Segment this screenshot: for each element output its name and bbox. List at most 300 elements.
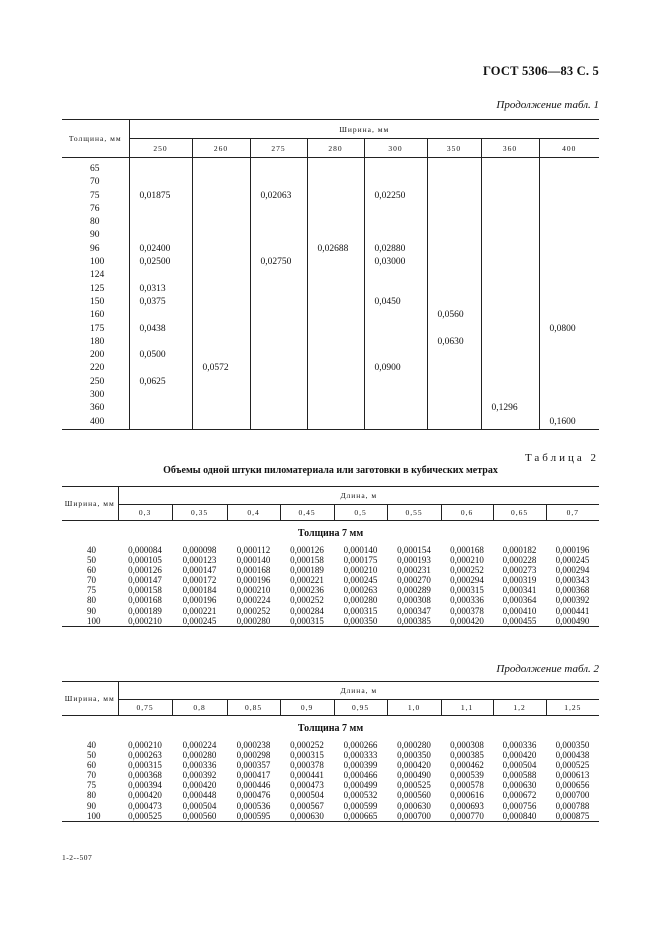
value-cell xyxy=(307,256,364,269)
value-cell: 0,0800 xyxy=(539,323,599,336)
table-row xyxy=(62,376,599,389)
value-cell xyxy=(307,336,364,349)
value-cell: 0,000210 xyxy=(118,616,172,627)
value-cell: 0,000154 xyxy=(397,545,431,555)
value-cell xyxy=(192,402,250,415)
value-cell: 0,000368 xyxy=(555,585,590,596)
value-cell xyxy=(481,362,539,375)
value-cell: 0,000289 xyxy=(397,585,431,596)
table-row xyxy=(62,349,599,362)
footer-code: 1-2--507 xyxy=(62,853,93,862)
value-cell: 0,000350 xyxy=(397,750,431,761)
width-cell: 75 xyxy=(87,585,96,596)
value-cell xyxy=(539,376,599,389)
value-cell xyxy=(192,309,250,322)
value-cell: 0,01875 xyxy=(129,190,192,203)
value-cell xyxy=(250,416,307,430)
value-cell xyxy=(129,163,192,176)
value-cell xyxy=(427,376,481,389)
value-cell xyxy=(307,402,364,415)
width-cell: 50 xyxy=(87,750,96,761)
value-cell: 0,000532 xyxy=(343,790,378,801)
value-cell xyxy=(192,216,250,229)
value-cell xyxy=(427,176,481,189)
thickness-cell: 76 xyxy=(90,203,100,214)
value-cell: 0,000280 xyxy=(343,595,378,606)
value-cell: 0,000417 xyxy=(236,770,271,781)
table-row xyxy=(62,402,599,415)
value-cell: 0,000525 xyxy=(397,780,431,791)
value-cell xyxy=(307,296,364,309)
value-cell xyxy=(307,376,364,389)
width-cell: 90 xyxy=(87,605,96,616)
column-header: 300 xyxy=(364,139,427,158)
thickness-cell: 70 xyxy=(90,177,100,188)
value-cell: 0,02688 xyxy=(307,243,364,256)
value-cell: 0,000347 xyxy=(397,605,431,616)
value-cell: 0,000466 xyxy=(343,770,378,781)
table-row xyxy=(62,780,599,790)
column-header: 0,9 xyxy=(280,700,334,716)
column-header: 0,8 xyxy=(172,700,227,716)
value-cell: 0,000410 xyxy=(502,605,537,616)
table3 xyxy=(62,681,599,822)
value-cell xyxy=(427,203,481,216)
value-cell: 0,000158 xyxy=(128,585,162,596)
column-header: 400 xyxy=(539,139,599,158)
thickness-cell: 220 xyxy=(90,363,105,374)
table-row xyxy=(62,229,599,242)
value-cell xyxy=(539,216,599,229)
value-cell xyxy=(427,190,481,203)
value-cell xyxy=(427,269,481,282)
value-cell xyxy=(192,376,250,389)
width-cell: 40 xyxy=(87,545,96,555)
table-row xyxy=(62,243,599,256)
value-cell xyxy=(250,349,307,362)
value-cell: 0,000504 xyxy=(502,760,537,771)
value-cell xyxy=(481,163,539,176)
value-cell: 0,000599 xyxy=(343,800,378,811)
table-row xyxy=(62,362,599,375)
table2-label: Таблица 2 xyxy=(524,452,599,464)
width-cell: 40 xyxy=(87,740,96,750)
value-cell xyxy=(364,376,427,389)
value-cell xyxy=(307,362,364,375)
value-cell xyxy=(250,243,307,256)
value-cell: 0,000378 xyxy=(290,760,324,771)
value-cell xyxy=(250,402,307,415)
value-cell xyxy=(481,269,539,282)
value-cell xyxy=(539,269,599,282)
table2-group-header: Длина, м xyxy=(118,487,599,505)
table3-group-header: Длина, м xyxy=(118,682,599,700)
value-cell: 0,000756 xyxy=(502,800,537,811)
column-header: 0,75 xyxy=(118,700,172,716)
value-cell xyxy=(129,402,192,415)
thickness-cell: 80 xyxy=(90,217,100,228)
value-cell: 0,000693 xyxy=(450,800,484,811)
value-cell xyxy=(129,362,192,375)
value-cell xyxy=(307,416,364,430)
value-cell: 0,000420 xyxy=(397,760,431,771)
value-cell: 0,000350 xyxy=(555,740,590,750)
table1-group-header: Ширина, мм xyxy=(129,120,599,139)
value-cell xyxy=(364,416,427,430)
value-cell: 0,000770 xyxy=(441,811,493,822)
value-cell xyxy=(250,362,307,375)
value-cell xyxy=(539,309,599,322)
value-cell xyxy=(364,216,427,229)
value-cell: 0,000499 xyxy=(343,780,378,791)
value-cell xyxy=(539,256,599,269)
value-cell: 0,000245 xyxy=(172,616,227,627)
value-cell xyxy=(307,163,364,176)
table1-row-header: Толщина, мм xyxy=(62,120,129,158)
value-cell xyxy=(129,309,192,322)
width-cell: 90 xyxy=(87,800,96,811)
value-cell: 0,000245 xyxy=(343,575,378,586)
width-cell: 50 xyxy=(87,555,96,566)
value-cell: 0,000184 xyxy=(182,585,217,596)
value-cell: 0,02250 xyxy=(364,190,427,203)
column-header: 250 xyxy=(129,139,192,158)
value-cell xyxy=(481,389,539,402)
value-cell: 0,0500 xyxy=(129,349,192,362)
value-cell: 0,1296 xyxy=(481,402,539,415)
value-cell: 0,000168 xyxy=(450,545,484,555)
value-cell xyxy=(364,203,427,216)
value-cell: 0,000140 xyxy=(343,545,378,555)
value-cell: 0,000210 xyxy=(128,740,162,750)
value-cell xyxy=(481,376,539,389)
value-cell xyxy=(129,269,192,282)
table-row xyxy=(62,770,599,780)
table2-title: Объемы одной штуки пиломатериала или заготовки в кубических метрах xyxy=(163,465,498,476)
value-cell: 0,000270 xyxy=(397,575,431,586)
value-cell xyxy=(364,389,427,402)
column-header: 0,95 xyxy=(334,700,387,716)
value-cell: 0,000567 xyxy=(290,800,324,811)
value-cell: 0,000126 xyxy=(290,545,324,555)
value-cell: 0,000630 xyxy=(502,780,537,791)
value-cell xyxy=(192,163,250,176)
table-row xyxy=(62,760,599,770)
value-cell: 0,000357 xyxy=(236,760,271,771)
value-cell: 0,000266 xyxy=(343,740,378,750)
value-cell xyxy=(192,336,250,349)
value-cell xyxy=(427,163,481,176)
value-cell: 0,000504 xyxy=(182,800,217,811)
value-cell xyxy=(481,216,539,229)
value-cell: 0,000123 xyxy=(182,555,217,566)
value-cell: 0,000273 xyxy=(502,565,537,576)
column-header: 350 xyxy=(427,139,481,158)
value-cell: 0,000231 xyxy=(397,565,431,576)
table-row xyxy=(62,283,599,296)
value-cell: 0,000473 xyxy=(290,780,324,791)
table-row xyxy=(62,296,599,309)
value-cell: 0,000126 xyxy=(128,565,162,576)
value-cell xyxy=(250,323,307,336)
table-row xyxy=(62,555,599,565)
value-cell: 0,000560 xyxy=(172,811,227,822)
value-cell: 0,000236 xyxy=(290,585,324,596)
value-cell: 0,000462 xyxy=(450,760,484,771)
value-cell xyxy=(364,269,427,282)
table-row xyxy=(62,740,599,750)
value-cell xyxy=(539,229,599,242)
value-cell xyxy=(250,229,307,242)
value-cell: 0,000284 xyxy=(290,605,324,616)
value-cell xyxy=(129,416,192,430)
column-header: 275 xyxy=(250,139,307,158)
thickness-cell: 360 xyxy=(90,403,105,414)
value-cell xyxy=(307,389,364,402)
table-row xyxy=(62,256,599,269)
value-cell xyxy=(539,176,599,189)
value-cell: 0,0450 xyxy=(364,296,427,309)
value-cell: 0,000525 xyxy=(555,760,590,771)
value-cell xyxy=(364,323,427,336)
value-cell: 0,000319 xyxy=(502,575,537,586)
value-cell xyxy=(539,203,599,216)
column-header: 0,65 xyxy=(493,505,546,521)
value-cell: 0,000441 xyxy=(555,605,590,616)
table-row xyxy=(62,545,599,555)
column-header: 280 xyxy=(307,139,364,158)
table-row xyxy=(62,176,599,189)
value-cell xyxy=(539,389,599,402)
value-cell: 0,000280 xyxy=(227,616,280,627)
table3-continuation: Продолжение табл. 2 xyxy=(496,663,599,675)
value-cell xyxy=(427,323,481,336)
thickness-cell: 124 xyxy=(90,270,105,281)
table-row xyxy=(62,606,599,616)
value-cell: 0,000473 xyxy=(128,800,162,811)
value-cell xyxy=(427,362,481,375)
value-cell: 0,000336 xyxy=(502,740,537,750)
value-cell: 0,0625 xyxy=(129,376,192,389)
value-cell xyxy=(364,309,427,322)
value-cell: 0,000168 xyxy=(128,595,162,606)
value-cell xyxy=(192,389,250,402)
value-cell: 0,000378 xyxy=(450,605,484,616)
value-cell: 0,000438 xyxy=(555,750,590,761)
value-cell: 0,000441 xyxy=(290,770,324,781)
value-cell: 0,000490 xyxy=(397,770,431,781)
value-cell: 0,000196 xyxy=(236,575,271,586)
value-cell: 0,000112 xyxy=(236,545,271,555)
value-cell: 0,000560 xyxy=(397,790,431,801)
width-cell: 70 xyxy=(87,770,96,781)
value-cell: 0,000224 xyxy=(182,740,217,750)
value-cell xyxy=(539,243,599,256)
table-row xyxy=(62,190,599,203)
value-cell: 0,000455 xyxy=(493,616,546,627)
table-row xyxy=(62,565,599,575)
value-cell: 0,000182 xyxy=(502,545,537,555)
value-cell xyxy=(307,190,364,203)
table3-row-header: Ширина, мм xyxy=(62,682,118,716)
value-cell: 0,000224 xyxy=(236,595,271,606)
value-cell: 0,000616 xyxy=(450,790,484,801)
value-cell: 0,000336 xyxy=(450,595,484,606)
value-cell: 0,000490 xyxy=(546,616,599,627)
value-cell: 0,000630 xyxy=(397,800,431,811)
value-cell: 0,000613 xyxy=(555,770,590,781)
thickness-cell: 180 xyxy=(90,336,105,347)
value-cell xyxy=(481,243,539,256)
value-cell: 0,000368 xyxy=(128,770,162,781)
thickness-cell: 400 xyxy=(62,416,129,430)
column-header: 1,1 xyxy=(441,700,493,716)
value-cell xyxy=(192,243,250,256)
value-cell: 0,000394 xyxy=(128,780,162,791)
value-cell xyxy=(539,283,599,296)
value-cell: 0,000630 xyxy=(280,811,334,822)
value-cell: 0,000448 xyxy=(182,790,217,801)
value-cell xyxy=(481,176,539,189)
value-cell: 0,0375 xyxy=(129,296,192,309)
value-cell xyxy=(192,176,250,189)
value-cell xyxy=(192,269,250,282)
thickness-cell: 75 xyxy=(90,190,100,201)
value-cell xyxy=(427,229,481,242)
value-cell: 0,0900 xyxy=(364,362,427,375)
value-cell xyxy=(427,216,481,229)
table2-section: Толщина 7 мм xyxy=(297,527,364,539)
value-cell xyxy=(307,176,364,189)
value-cell xyxy=(129,176,192,189)
value-cell: 0,000446 xyxy=(236,780,271,791)
table-row xyxy=(62,801,599,811)
column-header: 0,35 xyxy=(172,505,227,521)
width-cell: 100 xyxy=(62,616,118,627)
value-cell: 0,000385 xyxy=(387,616,441,627)
value-cell: 0,000315 xyxy=(280,616,334,627)
value-cell xyxy=(192,256,250,269)
width-cell: 70 xyxy=(87,575,96,586)
value-cell: 0,000595 xyxy=(227,811,280,822)
value-cell xyxy=(539,349,599,362)
table-row xyxy=(62,336,599,349)
value-cell: 0,000189 xyxy=(128,605,162,616)
value-cell: 0,000420 xyxy=(128,790,162,801)
value-cell xyxy=(364,163,427,176)
value-cell xyxy=(481,256,539,269)
value-cell xyxy=(250,283,307,296)
value-cell xyxy=(427,296,481,309)
value-cell: 0,000315 xyxy=(450,585,484,596)
value-cell: 0,000252 xyxy=(290,595,324,606)
value-cell xyxy=(539,296,599,309)
value-cell: 0,000210 xyxy=(236,585,271,596)
value-cell: 0,000175 xyxy=(343,555,378,566)
thickness-cell: 160 xyxy=(90,310,105,321)
table3-section: Толщина 7 мм xyxy=(297,722,364,734)
value-cell: 0,000168 xyxy=(236,565,271,576)
value-cell: 0,000336 xyxy=(182,760,217,771)
value-cell xyxy=(539,362,599,375)
value-cell xyxy=(129,216,192,229)
value-cell xyxy=(481,416,539,430)
value-cell xyxy=(192,203,250,216)
value-cell: 0,000350 xyxy=(334,616,387,627)
value-cell: 0,000147 xyxy=(182,565,217,576)
value-cell xyxy=(539,190,599,203)
column-header: 0,45 xyxy=(280,505,334,521)
column-header: 0,3 xyxy=(118,505,172,521)
value-cell xyxy=(250,203,307,216)
value-cell xyxy=(250,376,307,389)
value-cell xyxy=(129,336,192,349)
width-cell: 80 xyxy=(87,595,96,606)
thickness-cell: 300 xyxy=(90,390,105,401)
value-cell: 0,000656 xyxy=(555,780,590,791)
value-cell: 0,000392 xyxy=(182,770,217,781)
value-cell xyxy=(192,416,250,430)
value-cell: 0,0630 xyxy=(427,336,481,349)
value-cell xyxy=(250,336,307,349)
value-cell xyxy=(539,402,599,415)
value-cell: 0,000105 xyxy=(128,555,162,566)
value-cell: 0,000245 xyxy=(555,555,590,566)
table-row xyxy=(62,750,599,760)
value-cell xyxy=(307,216,364,229)
value-cell: 0,000385 xyxy=(450,750,484,761)
column-header: 260 xyxy=(192,139,250,158)
table-row xyxy=(62,309,599,322)
value-cell xyxy=(364,229,427,242)
value-cell: 0,000280 xyxy=(182,750,217,761)
value-cell: 0,02063 xyxy=(250,190,307,203)
value-cell xyxy=(307,349,364,362)
value-cell: 0,000210 xyxy=(343,565,378,576)
table1 xyxy=(62,119,599,430)
thickness-cell: 65 xyxy=(90,164,100,174)
table-row xyxy=(62,269,599,282)
value-cell xyxy=(129,389,192,402)
value-cell: 0,000420 xyxy=(502,750,537,761)
value-cell: 0,0572 xyxy=(192,362,250,375)
value-cell: 0,000228 xyxy=(502,555,537,566)
value-cell xyxy=(481,229,539,242)
value-cell: 0,000539 xyxy=(450,770,484,781)
value-cell xyxy=(192,190,250,203)
value-cell xyxy=(364,176,427,189)
thickness-cell: 200 xyxy=(90,350,105,361)
value-cell: 0,0313 xyxy=(129,283,192,296)
value-cell xyxy=(250,389,307,402)
thickness-cell: 175 xyxy=(90,323,105,334)
value-cell: 0,000308 xyxy=(450,740,484,750)
value-cell xyxy=(250,296,307,309)
value-cell: 0,02500 xyxy=(129,256,192,269)
value-cell: 0,000840 xyxy=(493,811,546,822)
value-cell xyxy=(364,336,427,349)
value-cell xyxy=(192,229,250,242)
value-cell: 0,000084 xyxy=(128,545,162,555)
value-cell: 0,000196 xyxy=(555,545,590,555)
value-cell xyxy=(539,163,599,176)
column-header: 0,55 xyxy=(387,505,441,521)
table-row xyxy=(62,203,599,216)
column-header: 1,25 xyxy=(546,700,599,716)
value-cell: 0,000420 xyxy=(441,616,493,627)
value-cell: 0,000333 xyxy=(343,750,378,761)
value-cell xyxy=(192,283,250,296)
